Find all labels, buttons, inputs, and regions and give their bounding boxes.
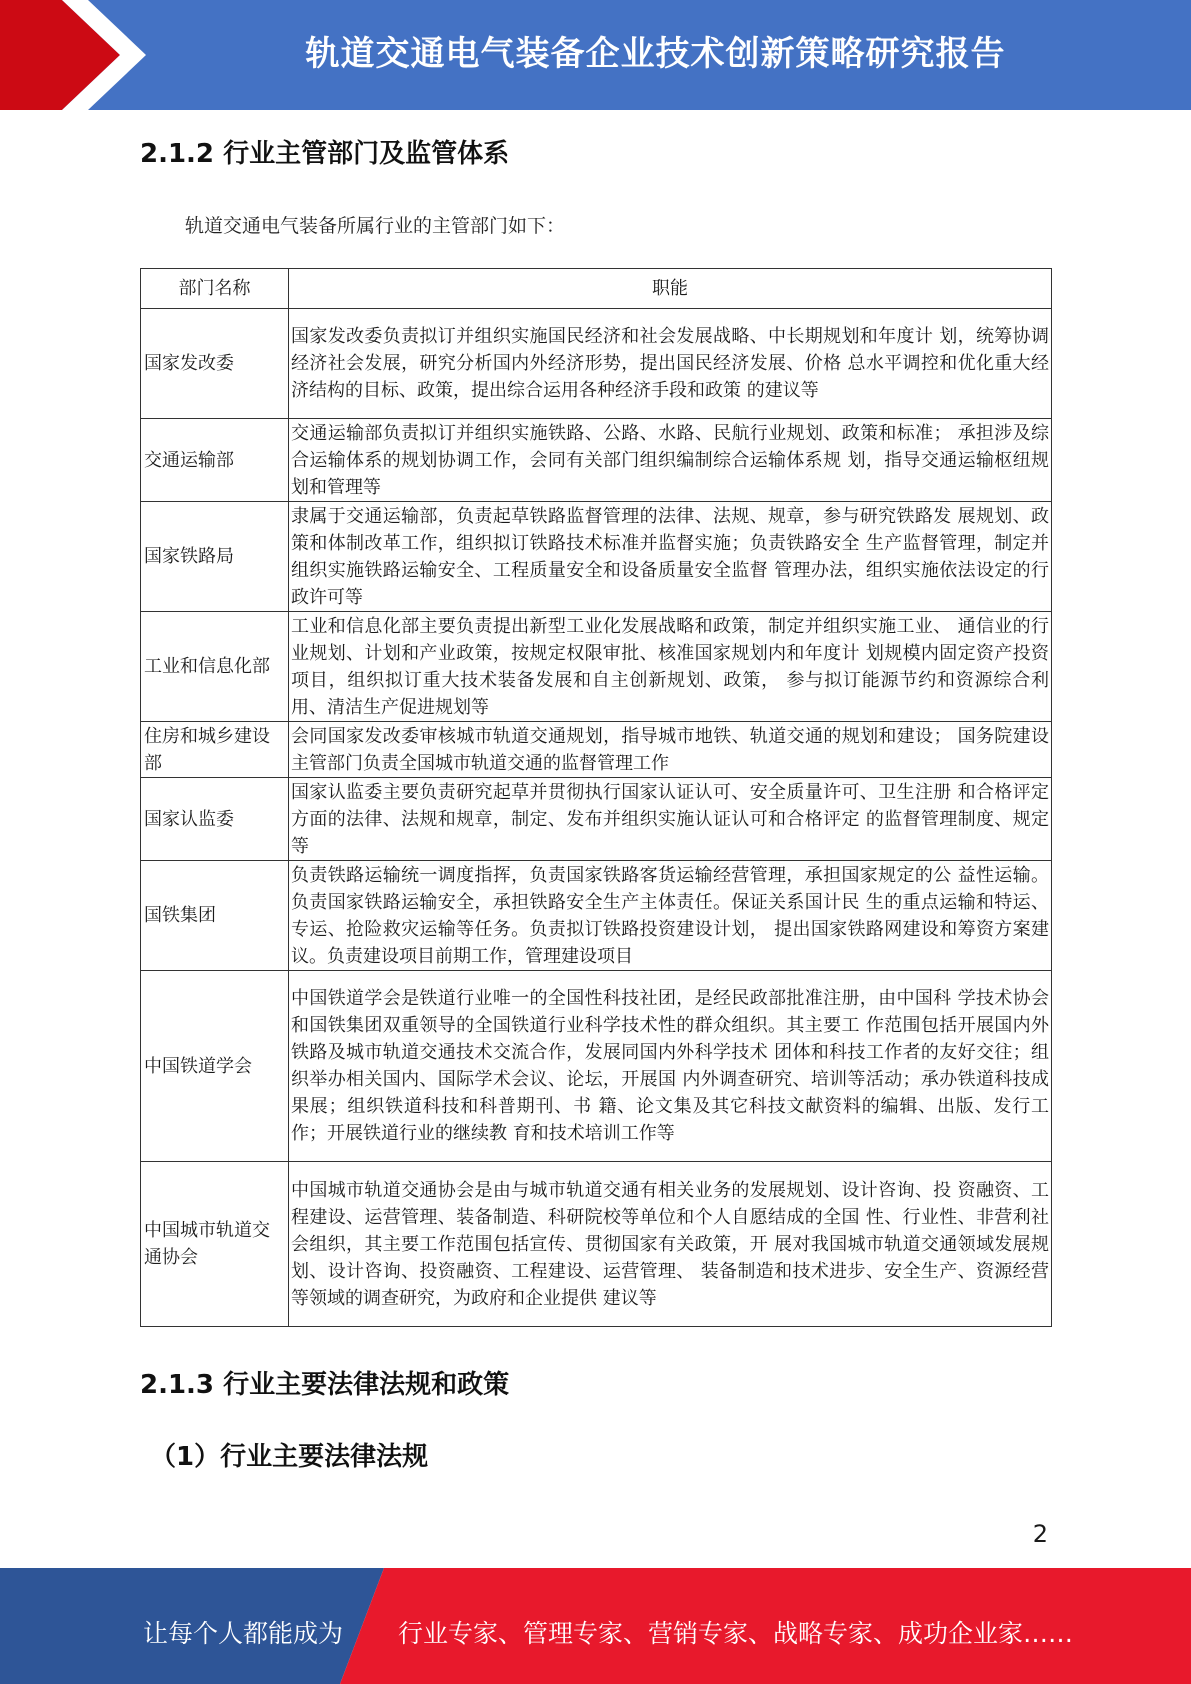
table-row — [141, 612, 1052, 722]
department-name: 交通运输部 — [141, 419, 289, 502]
department-name: 国家铁路局 — [141, 502, 289, 612]
department-duty: 国家认监委主要负责研究起草并贯彻执行国家认证认可、安全质量许可、卫生注册 和合格评定方面的法律、法规和规章，制定、发布并组织实施认证认可和合格评定 的监督管理制度、规定等 — [289, 778, 1052, 861]
page-number: 2 — [1032, 1520, 1048, 1548]
column-header-duty: 职能 — [289, 269, 1052, 309]
table-header-row — [141, 269, 1052, 309]
section-heading-2-1-3: 2.1.3 行业主要法律法规和政策 — [140, 1370, 510, 1400]
table-row — [141, 861, 1052, 971]
department-duty: 隶属于交通运输部，负责起草铁路监督管理的法律、法规、规章，参与研究铁路发 展规划、政策和体制改革工作，组织拟订铁路技术标准并监督实施；负责铁路安全 生产监督管理，制定并组织实施铁路运输安全、工程质量安全和设备质量安全监督 管理办法，组织实施依法设定的行政许可等 — [289, 502, 1052, 612]
department-name: 国铁集团 — [141, 861, 289, 971]
report-title: 轨道交通电气装备企业技术创新策略研究报告 — [305, 34, 1006, 74]
sub-heading-laws: （1）行业主要法律法规 — [150, 1442, 429, 1472]
department-name: 国家认监委 — [141, 778, 289, 861]
department-name: 工业和信息化部 — [141, 612, 289, 722]
section-intro: 轨道交通电气装备所属行业的主管部门如下： — [185, 215, 566, 237]
department-duty: 会同国家发改委审核城市轨道交通规划，指导城市地铁、轨道交通的规划和建设； 国务院建设主管部门负责全国城市轨道交通的监督管理工作 — [289, 722, 1052, 778]
department-duty: 中国城市轨道交通协会是由与城市轨道交通有相关业务的发展规划、设计咨询、投 资融资、工程建设、运营管理、装备制造、科研院校等单位和个人自愿结成的全国 性、行业性、非营利社会组织，其主要工作范围包括宣传、贯彻国家有关政策，开 展对我国城市轨道交通领域发展规划、设计咨询、投资融资、工程建设、运营管理、 装备制造和技术进步、安全生产、资源经营等领域的调查研究，为政府和企业提供 建议等 — [289, 1162, 1052, 1327]
department-duty: 负责铁路运输统一调度指挥，负责国家铁路客货运输经营管理，承担国家规定的公 益性运输。负责国家铁路运输安全，承担铁路安全生产主体责任。保证关系国计民 生的重点运输和特运、专运、抢险救灾运输等任务。负责拟订铁路投资建设计划， 提出国家铁路网建设和筹资方案建议。负责建设项目前期工作，管理建设项目 — [289, 861, 1052, 971]
table-row — [141, 1162, 1052, 1327]
section-heading-2-1-2: 2.1.2 行业主管部门及监管体系 — [140, 139, 510, 169]
table-row — [141, 309, 1052, 419]
table-row — [141, 722, 1052, 778]
footer-slogan-left: 让每个人都能成为 — [143, 1619, 344, 1648]
table-row — [141, 971, 1052, 1162]
department-duty: 国家发改委负责拟订并组织实施国民经济和社会发展战略、中长期规划和年度计 划，统筹协调经济社会发展，研究分析国内外经济形势，提出国民经济发展、价格 总水平调控和优化重大经济结构的目标、政策，提出综合运用各种经济手段和政策 的建议等 — [289, 309, 1052, 419]
department-duty: 工业和信息化部主要负责提出新型工业化发展战略和政策，制定并组织实施工业、 通信业的行业规划、计划和产业政策，按规定权限审批、核准国家规划内和年度计 划规模内固定资产投资项目，组织拟订重大技术装备发展和自主创新规划、政策， 参与拟订能源节约和资源综合利用、清洁生产促进规划等 — [289, 612, 1052, 722]
column-header-name: 部门名称 — [141, 269, 289, 309]
department-duty: 交通运输部负责拟订并组织实施铁路、公路、水路、民航行业规划、政策和标准； 承担涉及综合运输体系的规划协调工作，会同有关部门组织编制综合运输体系规 划，指导交通运输枢纽规划和管理等 — [289, 419, 1052, 502]
department-name: 住房和城乡建设部 — [141, 722, 289, 778]
table-row — [141, 778, 1052, 861]
department-name: 中国铁道学会 — [141, 971, 289, 1162]
header-arrow-decoration — [0, 0, 160, 110]
page-footer — [0, 1568, 1191, 1684]
department-duty: 中国铁道学会是铁道行业唯一的全国性科技社团，是经民政部批准注册，由中国科 学技术协会和国铁集团双重领导的全国铁道行业科学技术性的群众组织。其主要工 作范围包括开展国内外铁路及城市轨道交通技术交流合作，发展同国内外科学技术 团体和科技工作者的友好交往；组织举办相关国内、国际学术会议、论坛，开展国 内外调查研究、培训等活动；承办铁道科技成果展；组织铁道科技和科普期刊、书 籍、论文集及其它科技文献资料的编辑、出版、发行工作；开展铁道行业的继续教 育和技术培训工作等 — [289, 971, 1052, 1162]
table-row — [141, 419, 1052, 502]
department-table — [140, 268, 1052, 1327]
footer-slogan-right: 行业专家、管理专家、营销专家、战略专家、成功企业家…… — [398, 1619, 1074, 1648]
page-header — [0, 0, 1191, 110]
table-row — [141, 502, 1052, 612]
department-name: 国家发改委 — [141, 309, 289, 419]
department-name: 中国城市轨道交通协会 — [141, 1162, 289, 1327]
